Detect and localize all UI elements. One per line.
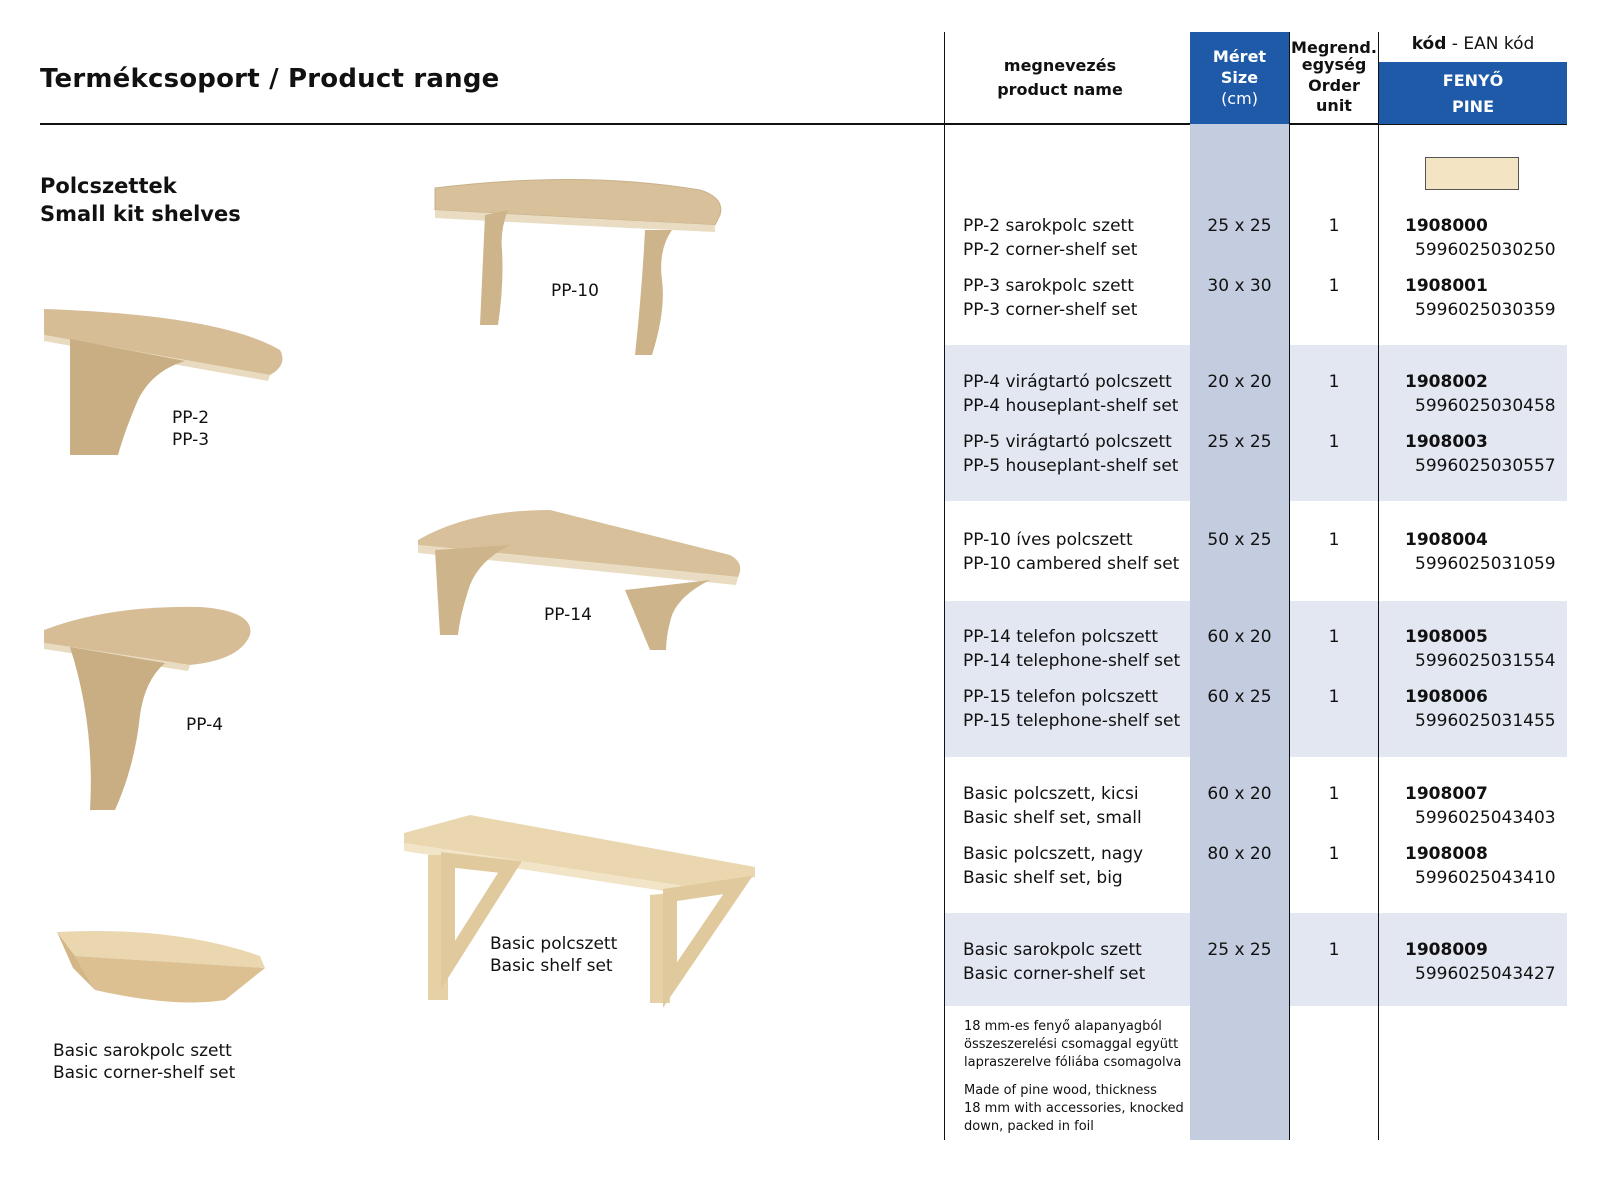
header-size: Méret Size (cm) — [1212, 47, 1267, 108]
header-order-unit: Megrend. egység Order unit — [1291, 38, 1377, 115]
caption-basic-corner-shelf: Basic sarokpolc szett Basic corner-shelf set — [53, 1041, 236, 1083]
table-row: PP-10 íves polcszett PP-10 cambered shelf set 50 x 25 1 1908004 5996025031059 — [963, 530, 1556, 574]
header-pine: FENYŐ PINE — [1442, 71, 1504, 116]
table-row: Basic polcszett, kicsi Basic shelf set, small 60 x 20 1 1908007 5996025043403 — [963, 784, 1556, 828]
group-title: Polcszettek Small kit shelves — [40, 174, 241, 226]
table-row: PP-3 sarokpolc szett PP-3 corner-shelf set 30 x 30 1 1908001 5996025030359 — [963, 276, 1556, 320]
table-row: PP-14 telefon polcszett PP-14 telephone-shelf set 60 x 20 1 1908005 5996025031554 — [963, 627, 1556, 671]
pp10-shelf-image — [430, 170, 730, 360]
table-row: Basic sarokpolc szett Basic corner-shelf set 25 x 25 1 1908009 5996025043427 — [963, 940, 1556, 984]
table-row: PP-4 virágtartó polcszett PP-4 houseplant-shelf set 20 x 20 1 1908002 5996025030458 — [963, 372, 1556, 416]
pine-color-swatch — [1425, 157, 1519, 190]
table-row: PP-5 virágtartó polcszett PP-5 houseplant-shelf set 25 x 25 1 1908003 5996025030557 — [963, 432, 1556, 476]
basic-corner-shelf-image — [55, 928, 270, 1018]
header-code: kód - EAN kód — [1411, 34, 1535, 54]
note-english: Made of pine wood, thickness 18 mm with accessories, knocked down, packed in foil — [964, 1083, 1184, 1134]
table-row: PP-2 sarokpolc szett PP-2 corner-shelf set 25 x 25 1 1908000 5996025030250 — [963, 216, 1556, 260]
pp14-shelf-image — [410, 505, 750, 655]
page-title: Termékcsoport / Product range — [40, 64, 500, 94]
pp4-shelf-image — [40, 605, 265, 815]
caption-pp4: PP-4 — [186, 715, 224, 735]
note-hungarian: 18 mm-es fenyő alapanyagból összeszerelési csomaggal együtt lapraszerelve fóliába csomagolva — [964, 1019, 1182, 1070]
caption-basic-shelf: Basic polcszett Basic shelf set — [490, 934, 618, 976]
table-row: Basic polcszett, nagy Basic shelf set, big 80 x 20 1 1908008 5996025043410 — [963, 844, 1556, 888]
header-rule — [40, 123, 1567, 125]
caption-pp14: PP-14 — [544, 605, 592, 625]
table-row: PP-15 telefon polcszett PP-15 telephone-shelf set 60 x 25 1 1908006 5996025031455 — [963, 687, 1556, 731]
header-product-name: megnevezés product name — [997, 56, 1123, 99]
caption-pp2-pp3: PP-2 PP-3 — [172, 408, 210, 450]
pp2-pp3-shelf-image — [40, 305, 285, 465]
caption-pp10: PP-10 — [551, 281, 599, 301]
